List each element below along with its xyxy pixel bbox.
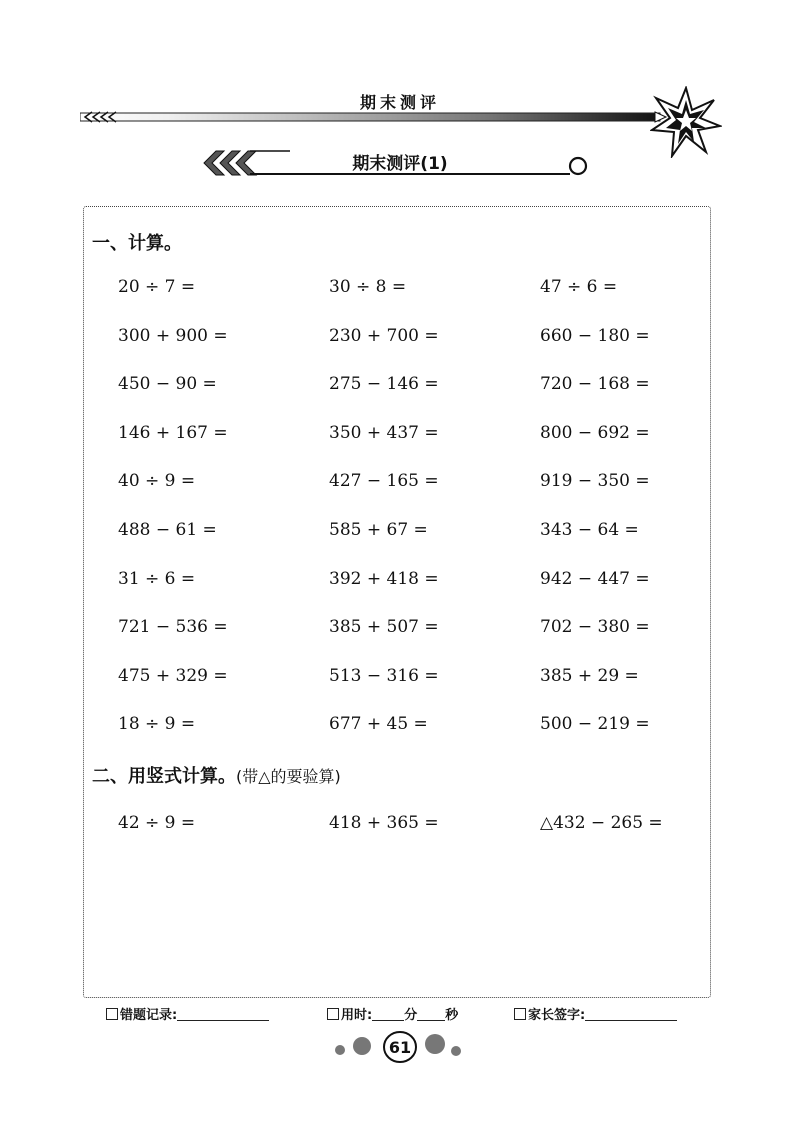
error-record: 错题记录:: [106, 1004, 269, 1023]
problem: 702 − 380 =: [540, 617, 650, 638]
problem: 418 + 365 =: [329, 813, 439, 833]
problem: 18 ÷ 9 =: [118, 714, 196, 735]
problem: 300 + 900 =: [118, 325, 228, 346]
star-ornament-icon: [650, 86, 722, 158]
problem: 513 − 316 =: [329, 665, 439, 686]
part2-note: (带△的要验算): [236, 767, 341, 786]
problem: 230 + 700 =: [329, 325, 439, 346]
problem: 47 ÷ 6 =: [540, 277, 618, 297]
problem: 30 ÷ 8 =: [329, 277, 407, 297]
minutes-line[interactable]: [372, 1008, 404, 1021]
problem: 488 − 61 =: [118, 519, 217, 540]
error-record-line[interactable]: [177, 1008, 269, 1021]
parent-signature: 家长签字:: [514, 1004, 677, 1023]
problem: 31 ÷ 6 =: [118, 568, 196, 589]
problem: 350 + 437 =: [329, 422, 439, 443]
problem: 919 − 350 =: [540, 471, 650, 492]
calc-grid: [118, 277, 738, 763]
problem: 677 + 45 =: [329, 714, 428, 735]
part2-heading: [92, 762, 341, 788]
problem: 427 − 165 =: [329, 471, 439, 492]
seconds-line[interactable]: [417, 1008, 445, 1021]
circle-icon: [570, 158, 586, 174]
problem: 721 − 536 =: [118, 617, 228, 638]
part2-heading-text: 二、用竖式计算。: [92, 766, 236, 787]
section-title: 期末测评(1): [352, 154, 448, 174]
problem: 475 + 329 =: [118, 665, 228, 686]
problem: 450 − 90 =: [118, 374, 217, 395]
part1-heading: 一、计算。: [92, 233, 182, 254]
problem: 385 + 507 =: [329, 617, 439, 638]
problem: 385 + 29 =: [540, 665, 639, 686]
checkbox-icon[interactable]: [106, 1008, 118, 1020]
problem: 343 − 64 =: [540, 519, 639, 540]
problem: 275 − 146 =: [329, 374, 439, 395]
checkbox-icon[interactable]: [327, 1008, 339, 1020]
problem: 585 + 67 =: [329, 519, 428, 540]
problem: △432 − 265 =: [540, 813, 663, 833]
problem: 40 ÷ 9 =: [118, 471, 196, 492]
problem: 42 ÷ 9 =: [118, 813, 196, 833]
banner-title: 期末测评: [359, 93, 440, 112]
problem: 392 + 418 =: [329, 568, 439, 589]
problem: 146 + 167 =: [118, 422, 228, 443]
checkbox-icon[interactable]: [514, 1008, 526, 1020]
problem: 500 − 219 =: [540, 714, 650, 735]
problem: 942 − 447 =: [540, 568, 650, 589]
time-used: 用时: 分 秒: [327, 1004, 458, 1023]
page-number-ornament: [330, 1030, 470, 1064]
problem: 720 − 168 =: [540, 374, 650, 395]
problem: 660 − 180 =: [540, 325, 650, 346]
problem: 20 ÷ 7 =: [118, 277, 196, 297]
page-number: 61: [388, 1038, 412, 1057]
problem: 800 − 692 =: [540, 422, 650, 443]
vertical-calc-grid: [118, 813, 738, 862]
signature-line[interactable]: [585, 1008, 677, 1021]
banner-bar: [80, 110, 670, 124]
